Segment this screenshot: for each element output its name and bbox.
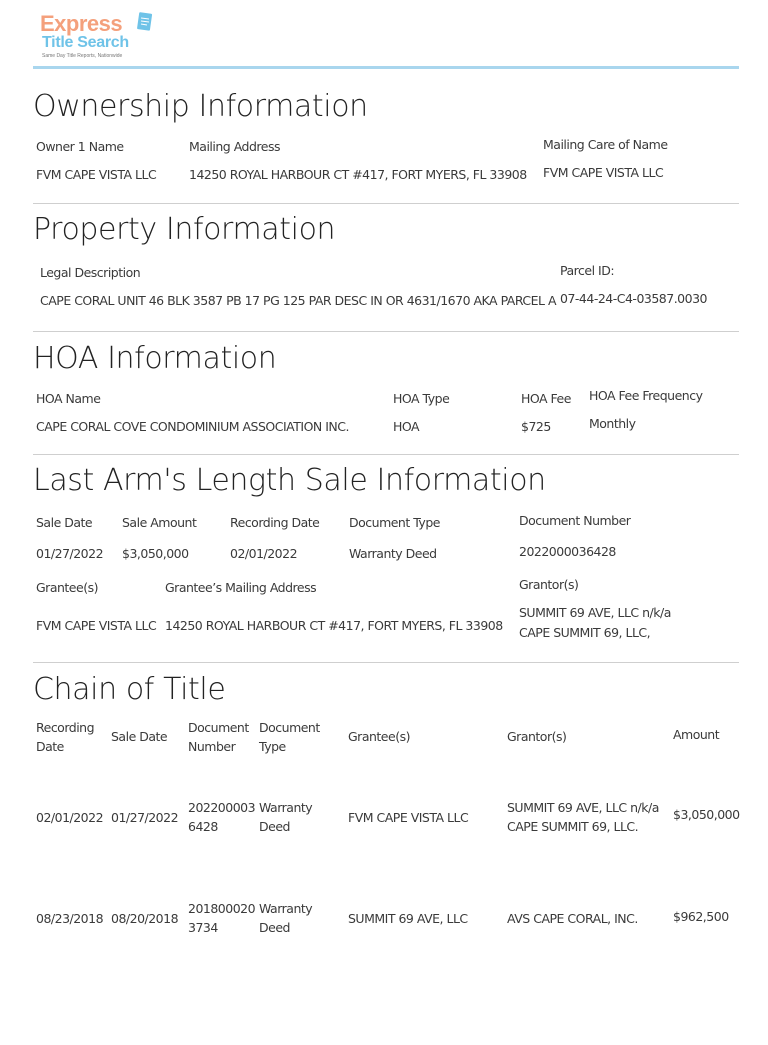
sale-heading: Last Arm's Length Sale Information [33,463,546,498]
grantor-value-line-2: CAPE SUMMIT 69, LLC, [519,625,651,640]
hoa-fee-label: HOA Fee [521,391,571,406]
mailing-care-label: Mailing Care of Name [543,137,668,152]
row-grantor-1: AVS CAPE CORAL, INC. [507,911,638,926]
hoa-fee-value: $725 [521,419,551,434]
col-document-type-1: Document [259,720,320,735]
col-document-type-2: Type [259,739,286,754]
row-document-number-2: 3734 [188,920,218,935]
section-divider [33,662,739,663]
row-sale-date: 01/27/2022 [111,810,179,825]
logo-tagline: Same Day Title Reports, Nationwide [42,53,123,59]
section-divider [33,454,739,455]
recording-date-value: 02/01/2022 [230,546,298,561]
grantor-value-line-1: SUMMIT 69 AVE, LLC n/k/a [519,605,671,620]
recording-date-label: Recording Date [230,515,320,530]
document-type-label: Document Type [349,515,440,530]
row-recording-date: 08/23/2018 [36,911,104,926]
sale-amount-value: $3,050,000 [122,546,189,561]
grantor-label: Grantor(s) [519,577,579,592]
legal-description-label: Legal Description [40,265,141,280]
row-document-number-2: 6428 [188,819,218,834]
mailing-address-value: 14250 ROYAL HARBOUR CT #417, FORT MYERS, FL 33908 [189,167,527,182]
hoa-heading: HOA Information [33,341,277,376]
hoa-frequency-label: HOA Fee Frequency [589,388,703,403]
grantee-value: FVM CAPE VISTA LLC [36,618,157,633]
col-sale-date: Sale Date [111,729,168,744]
header-divider [33,66,739,69]
sale-amount-label: Sale Amount [122,515,197,530]
row-amount: $962,500 [673,909,729,924]
col-amount: Amount [673,727,720,742]
row-document-number-1: 201800020 [188,901,256,916]
logo-line-1: Express [40,11,123,36]
document-icon [136,12,154,32]
sale-date-value: 01/27/2022 [36,546,104,561]
row-document-type-1: Warranty [259,800,313,815]
grantee-address-label: Grantee’s Mailing Address [165,580,317,595]
section-divider [33,331,739,332]
mailing-care-value: FVM CAPE VISTA LLC [543,165,664,180]
mailing-address-label: Mailing Address [189,139,280,154]
legal-description-value: CAPE CORAL UNIT 46 BLK 3587 PB 17 PG 125 PAR DESC IN OR 4631/1670 AKA PARCEL A [40,293,557,308]
sale-date-label: Sale Date [36,515,93,530]
document-number-value: 2022000036428 [519,544,616,559]
row-amount: $3,050,000 [673,807,740,822]
document-number-label: Document Number [519,513,631,528]
parcel-id-label: Parcel ID: [560,263,615,278]
property-heading: Property Information [33,212,336,247]
col-document-number-2: Number [188,739,236,754]
company-logo [38,10,168,62]
grantee-address-value: 14250 ROYAL HARBOUR CT #417, FORT MYERS, FL 33908 [165,618,503,633]
grantee-label: Grantee(s) [36,580,98,595]
owner-name-label: Owner 1 Name [36,139,124,154]
row-sale-date: 08/20/2018 [111,911,179,926]
row-document-type-2: Deed [259,920,290,935]
row-grantee: FVM CAPE VISTA LLC [348,810,469,825]
hoa-name-value: CAPE CORAL COVE CONDOMINIUM ASSOCIATION INC. [36,419,349,434]
row-grantor-2: CAPE SUMMIT 69, LLC. [507,819,639,834]
section-divider [33,203,739,204]
owner-name-value: FVM CAPE VISTA LLC [36,167,157,182]
row-grantor-1: SUMMIT 69 AVE, LLC n/k/a [507,800,659,815]
col-recording-date-2: Date [36,739,64,754]
col-document-number-1: Document [188,720,249,735]
hoa-name-label: HOA Name [36,391,101,406]
col-recording-date-1: Recording [36,720,95,735]
row-recording-date: 02/01/2022 [36,810,104,825]
row-document-type-2: Deed [259,819,290,834]
parcel-id-value: 07-44-24-C4-03587.0030 [560,291,707,306]
hoa-type-label: HOA Type [393,391,450,406]
document-type-value: Warranty Deed [349,546,437,561]
col-grantee: Grantee(s) [348,729,410,744]
col-grantor: Grantor(s) [507,729,567,744]
chain-heading: Chain of Title [33,672,226,707]
ownership-heading: Ownership Information [33,89,368,124]
hoa-type-value: HOA [393,419,420,434]
row-document-type-1: Warranty [259,901,313,916]
row-grantee: SUMMIT 69 AVE, LLC [348,911,468,926]
hoa-frequency-value: Monthly [589,416,636,431]
logo-line-2: Title Search [42,34,129,51]
row-document-number-1: 202200003 [188,800,256,815]
